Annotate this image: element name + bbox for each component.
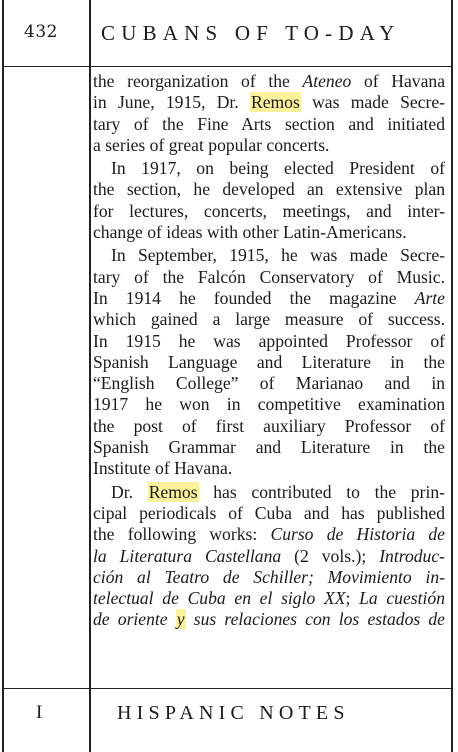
search-highlight: y — [176, 609, 185, 630]
text-line: the following works: Curso de Historia de — [93, 524, 445, 545]
footer-rule — [2, 688, 453, 689]
text-line: for lectures, concerts, meetings, and inter- — [93, 200, 445, 221]
text-line: change of ideas with other Latin-Americans. — [93, 222, 407, 243]
text-line: a series of great popular concerts. — [93, 134, 330, 155]
search-highlight: Remos — [148, 481, 198, 502]
text-line: de oriente y sus relaciones con los estados de — [93, 609, 445, 630]
running-head: CUBANS OF TO-DAY — [101, 21, 401, 45]
text-line: the post of first auxiliary Professor of — [93, 415, 445, 436]
text-line: ción al Teatro de Schiller; Movimiento in- — [93, 566, 445, 587]
text-line: tary of the Fine Arts section and initiated — [93, 113, 445, 134]
frame-left-outer-rule — [2, 0, 4, 752]
text-line: In 1915 he was appointed Professor of — [93, 330, 445, 351]
text-line: cipal periodicals of Cuba and has published — [93, 502, 445, 523]
text-line: the section, he developed an extensive plan — [93, 179, 445, 200]
text-line: Spanish Language and Literature in the — [93, 351, 445, 372]
text-line: tary of the Falcón Conservatory of Music. — [93, 266, 445, 287]
text-line: In September, 1915, he was made Secre- — [111, 245, 445, 266]
footer-section-number: I — [36, 702, 43, 723]
page-number: 432 — [24, 22, 58, 42]
body-text — [93, 71, 445, 631]
text-line: In 1914 he founded the magazine Arte — [93, 287, 445, 308]
search-highlight: Remos — [250, 92, 300, 113]
text-line: Spanish Grammar and Literature in the — [93, 437, 445, 458]
footer-title: HISPANIC NOTES — [117, 702, 350, 724]
text-line: in June, 1915, Dr. Remos was made Secre- — [93, 92, 445, 113]
frame-right-rule — [451, 0, 453, 752]
text-line: la Literatura Castellana (2 vols.); Introduc- — [93, 545, 445, 566]
text-line: “English College” of Marianao and in — [93, 373, 445, 394]
text-line: telectual de Cuba en el siglo XX; La cuestión — [93, 588, 445, 609]
text-line: which gained a large measure of success. — [93, 309, 445, 330]
frame-left-inner-rule — [89, 0, 91, 752]
text-line: In 1917, on being elected President of — [111, 158, 445, 179]
text-line: the reorganization of the Ateneo of Havana — [93, 71, 445, 91]
text-line: Institute of Havana. — [93, 458, 233, 479]
header-rule — [2, 66, 453, 67]
text-line: 1917 he won in competitive examination — [93, 394, 445, 415]
text-line: Dr. Remos has contributed to the prin- — [111, 481, 445, 502]
